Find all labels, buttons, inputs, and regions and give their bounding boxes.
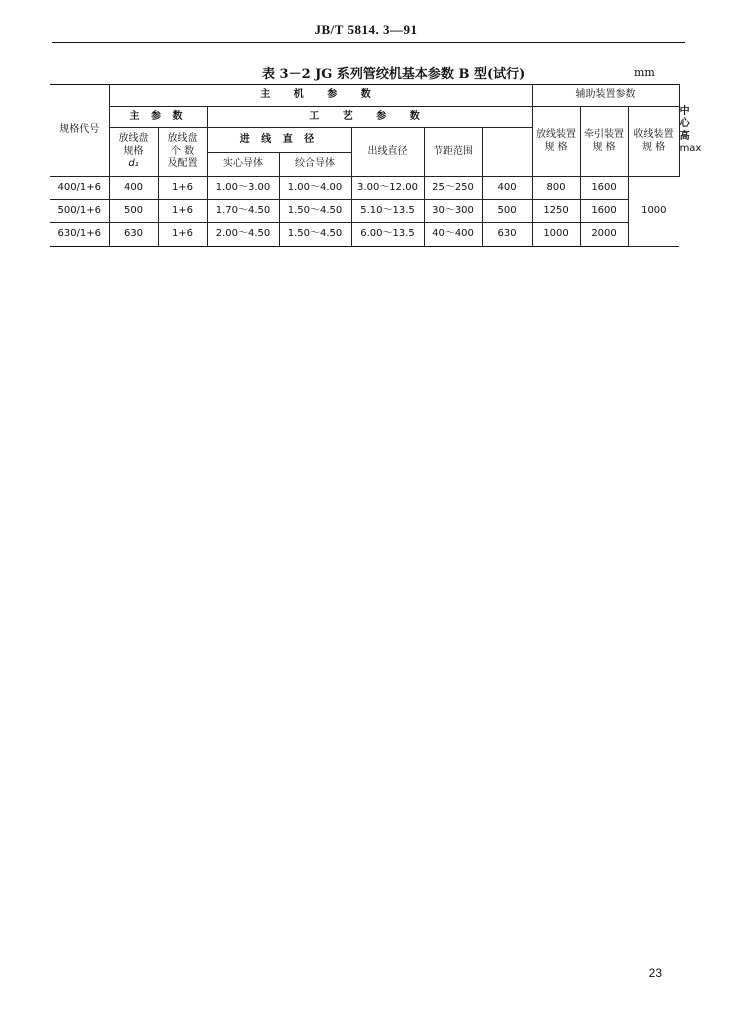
- cell-code: 400/1+6: [50, 177, 109, 200]
- unit-label: mm: [634, 66, 655, 79]
- main-params-header: 主 参 数: [109, 107, 207, 128]
- page-number: 23: [648, 966, 662, 980]
- takeup-device-header: 收线装置 规 格: [628, 107, 679, 177]
- cell-code: 500/1+6: [50, 200, 109, 223]
- cell-code: 630/1+6: [50, 223, 109, 247]
- solid-conductor-header: 实心导体: [207, 153, 279, 177]
- table-caption: 表 3－2 JG 系列管绞机基本参数 B 型(试行): [262, 67, 526, 82]
- cell-pitch: 40～400: [424, 223, 482, 247]
- center-height-label: 中心高: [679, 105, 690, 142]
- cell-count: 1+6: [158, 223, 207, 247]
- table-row: [50, 200, 679, 223]
- cell-solid: 1.00～3.00: [207, 177, 279, 200]
- cell-takeup: 1600: [580, 200, 628, 223]
- cell-reel: 630: [109, 223, 158, 247]
- reel-count-header: 放线盘 个 数 及配置: [158, 128, 207, 177]
- table-row: [50, 223, 679, 247]
- cell-stranded: 1.50～4.50: [279, 200, 351, 223]
- cell-takeup: 2000: [580, 223, 628, 247]
- outlet-diameter-header: 出线直径: [351, 128, 424, 177]
- cell-stranded: 1.00～4.00: [279, 177, 351, 200]
- cell-count: 1+6: [158, 177, 207, 200]
- reel-spec-header: 放线盘 规格 d₁: [109, 128, 158, 177]
- pitch-range-header: 节距范围: [424, 128, 482, 177]
- cell-outlet: 6.00～13.5: [351, 223, 424, 247]
- table-row: [50, 177, 679, 200]
- cell-payoff: 400: [482, 177, 532, 200]
- payoff-device-header: 放线装置 规 格: [532, 107, 580, 177]
- process-params-header: 工 艺 参 数: [207, 107, 532, 128]
- main-machine-header: 主 机 参 数: [109, 85, 532, 107]
- spec-code-header: 规格代号: [50, 85, 109, 177]
- parameter-table: 规格代号 主 机 参 数 辅助装置参数 中心高 max 主 参 数 工 艺 参 数 放线装置 规 格 牵引装置 规 格 收线装置 规 格 放线盘 规格 d₁ 放线盘 个 数 及配置 进 线 直 径 出线直径 节距范围 实心导体 绞合导体 400/1+6 400 1+6 1.00～3.00 1.00～4.00 3.00～12.00 25～250 400 800 1600 1000 500/1+6 500 1+6 1.70～4.50 1.50～4.50 5.10～13.5 30～300 500 1250 1600 630/1+6 630 1+6 2.00～4.50 1.50～4.50 6.00～13.5 40～400 630 1000 2000: [50, 84, 679, 247]
- cell-takeup: 1600: [580, 177, 628, 200]
- cell-haul: 1250: [532, 200, 580, 223]
- cell-count: 1+6: [158, 200, 207, 223]
- aux-device-header: 辅助装置参数: [532, 85, 679, 107]
- cell-solid: 2.00～4.50: [207, 223, 279, 247]
- cell-payoff: 500: [482, 200, 532, 223]
- cell-solid: 1.70～4.50: [207, 200, 279, 223]
- cell-haul: 1000: [532, 223, 580, 247]
- cell-pitch: 25～250: [424, 177, 482, 200]
- stranded-conductor-header: 绞合导体: [279, 153, 351, 177]
- inlet-diameter-header: 进 线 直 径: [207, 128, 351, 153]
- cell-reel: 400: [109, 177, 158, 200]
- cell-stranded: 1.50～4.50: [279, 223, 351, 247]
- cell-payoff: 630: [482, 223, 532, 247]
- cell-outlet: 3.00～12.00: [351, 177, 424, 200]
- cell-outlet: 5.10～13.5: [351, 200, 424, 223]
- header-rule: [52, 42, 685, 43]
- cell-haul: 800: [532, 177, 580, 200]
- cell-pitch: 30～300: [424, 200, 482, 223]
- standard-number: JB/T 5814. 3—91: [314, 22, 418, 37]
- haul-device-header: 牵引装置 规 格: [580, 107, 628, 177]
- cell-reel: 500: [109, 200, 158, 223]
- cell-center-height: 1000: [628, 177, 679, 247]
